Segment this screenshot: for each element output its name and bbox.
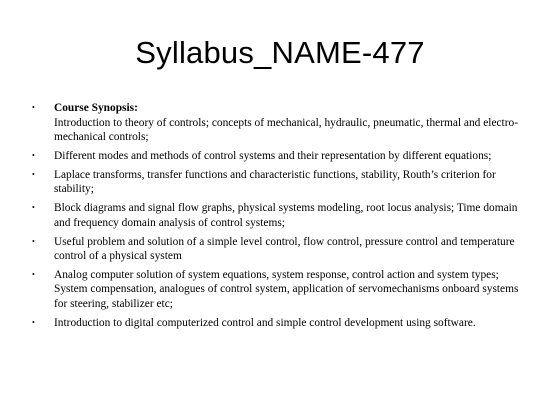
- bullet-item-useful-problems: [32, 235, 532, 264]
- bullet-item-block-diagrams: [32, 201, 532, 230]
- bullet-text: Different modes and methods of control systems and their representation by different equations;: [54, 149, 492, 162]
- bullet-item-control-modes: [32, 149, 532, 164]
- bullet-text: Introduction to digital computerized control and simple control development using software.: [54, 316, 476, 329]
- bullet-icon: •: [32, 169, 35, 179]
- bullet-text: Block diagrams and signal flow graphs, physical systems modeling, root locus analysis; Time domain and frequency domain analysis of control systems;: [54, 202, 518, 229]
- syllabus-bullet-list: [32, 101, 532, 335]
- bullet-item-laplace: [32, 168, 532, 197]
- bullet-icon: •: [32, 103, 35, 112]
- bullet-text: Useful problem and solution of a simple level control, flow control, pressure control and temperature control of a physical system: [54, 235, 515, 263]
- bullet-icon: •: [32, 317, 35, 327]
- bullet-text: Analog computer solution of system equations, system response, control action and system types; System compensation, analogues of control system, application of servomechanisms onboard systems for steering, stabilizer etc;: [54, 268, 519, 311]
- bullet-heading: Course Synopsis:: [54, 102, 138, 114]
- bullet-item-digital-control: [32, 316, 532, 331]
- slide-title: Syllabus_NAME-477: [135, 35, 425, 70]
- bullet-icon: •: [32, 236, 35, 246]
- bullet-icon: •: [32, 150, 35, 160]
- bullet-item-analog-computer: [32, 268, 532, 312]
- bullet-item-course-synopsis: [32, 101, 532, 145]
- bullet-text: Laplace transforms, transfer functions and characteristic functions, stability, Routh’s criterion for stability;: [54, 168, 496, 196]
- bullet-text: Introduction to theory of controls; concepts of mechanical, hydraulic, pneumatic, thermal and electro-mechanical controls;: [54, 116, 519, 144]
- bullet-icon: •: [32, 203, 35, 213]
- bullet-icon: •: [32, 269, 35, 279]
